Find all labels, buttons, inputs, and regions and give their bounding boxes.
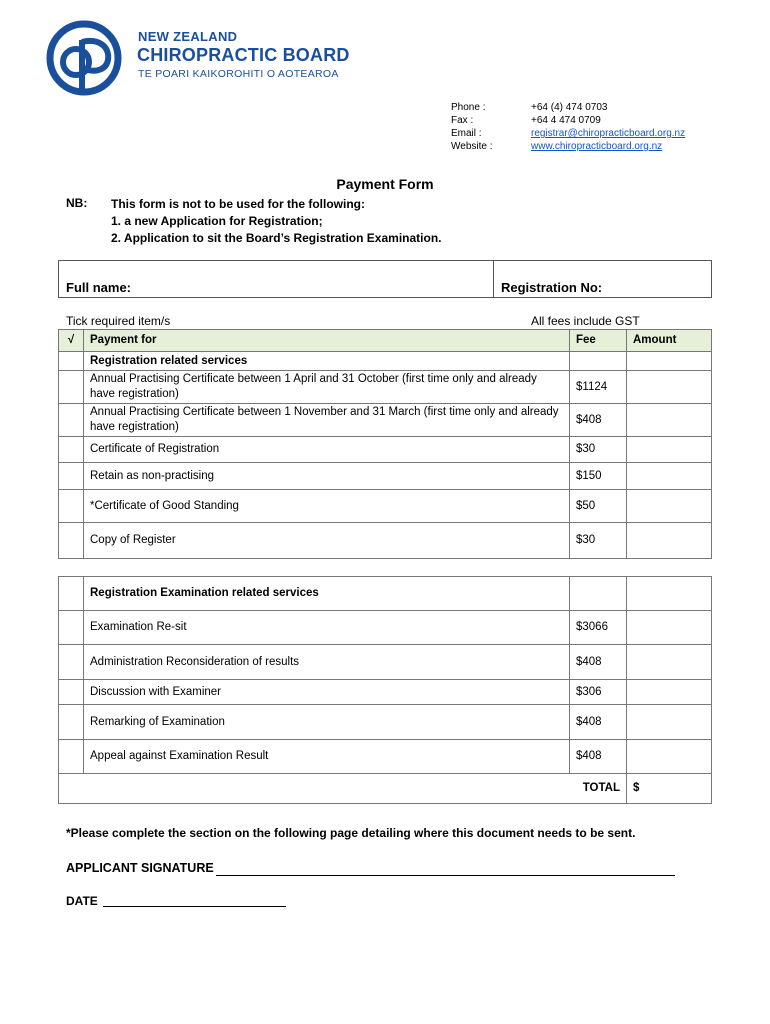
table-row	[59, 705, 712, 740]
item-fee: $3066	[570, 611, 627, 645]
item-description: Annual Practising Certificate between 1 November and 31 March (first time only and already have registration)	[84, 404, 570, 437]
tick-instruction: Tick required item/s	[66, 314, 171, 328]
instruction-note: *Please complete the section on the following page detailing where this document needs to be sent.	[66, 826, 636, 840]
table-row	[59, 437, 712, 463]
item-description: Discussion with Examiner	[84, 680, 570, 705]
full-name-field[interactable]: Full name:	[66, 280, 132, 295]
amount-cell[interactable]	[627, 645, 712, 680]
item-fee: $1124	[570, 371, 627, 404]
table-row	[59, 645, 712, 680]
fee-header: Fee	[570, 330, 627, 352]
nb-intro: This form is not to be used for the following:	[111, 197, 365, 211]
item-description: *Certificate of Good Standing	[84, 490, 570, 523]
website-label: Website :	[451, 141, 493, 152]
item-description: Retain as non-practising	[84, 463, 570, 490]
tick-cell[interactable]	[59, 352, 84, 371]
item-fee: $408	[570, 740, 627, 774]
amount-cell[interactable]	[627, 404, 712, 437]
tick-cell[interactable]	[59, 611, 84, 645]
tick-cell[interactable]	[59, 523, 84, 559]
tick-cell[interactable]	[59, 463, 84, 490]
item-fee: $408	[570, 404, 627, 437]
section-heading: Registration related services	[84, 352, 570, 371]
item-fee: $408	[570, 645, 627, 680]
item-description: Appeal against Examination Result	[84, 740, 570, 774]
signature-label: APPLICANT SIGNATURE	[66, 861, 214, 875]
amount-header: Amount	[627, 330, 712, 352]
table-row	[59, 404, 712, 437]
section-heading: Registration Examination related services	[84, 577, 570, 611]
amount-cell[interactable]	[627, 490, 712, 523]
table-row	[59, 371, 712, 404]
phone-label: Phone :	[451, 102, 486, 113]
nb-item: 1. a new Application for Registration;	[111, 214, 323, 228]
tick-cell[interactable]	[59, 490, 84, 523]
website-link[interactable]: www.chiropracticboard.org.nz	[531, 141, 663, 152]
amount-cell[interactable]	[627, 352, 712, 371]
amount-cell[interactable]	[627, 463, 712, 490]
amount-cell[interactable]	[627, 371, 712, 404]
nb-item: 2. Application to sit the Board’s Registration Examination.	[111, 231, 442, 245]
examination-services-table	[58, 576, 712, 804]
table-row	[59, 680, 712, 705]
tick-cell[interactable]	[59, 705, 84, 740]
fax-value: +64 4 474 0709	[531, 115, 601, 126]
item-fee: $150	[570, 463, 627, 490]
org-name-line3: TE POARI KAIKOROHITI O AOTEAROA	[138, 68, 339, 80]
item-description: Administration Reconsideration of results	[84, 645, 570, 680]
item-description: Annual Practising Certificate between 1 April and 31 October (first time only and already have registration)	[84, 371, 570, 404]
fees-note: All fees include GST	[531, 314, 640, 328]
item-fee: $30	[570, 437, 627, 463]
fee-cell	[570, 352, 627, 371]
contact-block	[451, 101, 685, 153]
nb-text	[111, 196, 442, 247]
table-row	[59, 490, 712, 523]
tick-cell[interactable]	[59, 577, 84, 611]
email-link[interactable]: registrar@chiropracticboard.org.nz	[531, 128, 686, 139]
payment-for-header: Payment for	[84, 330, 570, 352]
registration-no-field[interactable]: Registration No:	[501, 280, 603, 295]
item-description: Examination Re-sit	[84, 611, 570, 645]
item-fee: $50	[570, 490, 627, 523]
table-row	[59, 523, 712, 559]
total-row	[59, 774, 712, 804]
nb-label: NB:	[66, 196, 88, 210]
amount-cell[interactable]	[627, 523, 712, 559]
item-fee: $30	[570, 523, 627, 559]
tick-cell[interactable]	[59, 404, 84, 437]
date-label: DATE	[66, 894, 98, 908]
total-value[interactable]: $	[627, 774, 712, 804]
tick-column-header: √	[59, 330, 84, 352]
table-row	[59, 463, 712, 490]
phone-value: +64 (4) 474 0703	[531, 102, 608, 113]
tick-cell[interactable]	[59, 740, 84, 774]
item-description: Certificate of Registration	[84, 437, 570, 463]
item-fee: $306	[570, 680, 627, 705]
tick-cell[interactable]	[59, 437, 84, 463]
fax-label: Fax :	[451, 115, 474, 126]
amount-cell[interactable]	[627, 437, 712, 463]
table-row	[59, 611, 712, 645]
signature-line[interactable]	[216, 875, 675, 876]
page-title: Payment Form	[336, 176, 434, 192]
name-registration-box	[58, 260, 712, 298]
org-name-line1: NEW ZEALAND	[138, 29, 238, 44]
org-name-line2: CHIROPRACTIC BOARD	[137, 45, 350, 65]
amount-cell[interactable]	[627, 577, 712, 611]
fee-cell	[570, 577, 627, 611]
board-logo-icon	[46, 20, 128, 96]
amount-cell[interactable]	[627, 680, 712, 705]
tick-cell[interactable]	[59, 645, 84, 680]
item-description: Copy of Register	[84, 523, 570, 559]
item-description: Remarking of Examination	[84, 705, 570, 740]
date-line[interactable]	[103, 906, 286, 907]
amount-cell[interactable]	[627, 740, 712, 774]
amount-cell[interactable]	[627, 611, 712, 645]
email-label: Email :	[451, 128, 482, 139]
amount-cell[interactable]	[627, 705, 712, 740]
item-fee: $408	[570, 705, 627, 740]
total-label: TOTAL	[59, 774, 627, 804]
table-row	[59, 740, 712, 774]
registration-services-table	[58, 329, 712, 559]
tick-cell[interactable]	[59, 680, 84, 705]
tick-cell[interactable]	[59, 371, 84, 404]
